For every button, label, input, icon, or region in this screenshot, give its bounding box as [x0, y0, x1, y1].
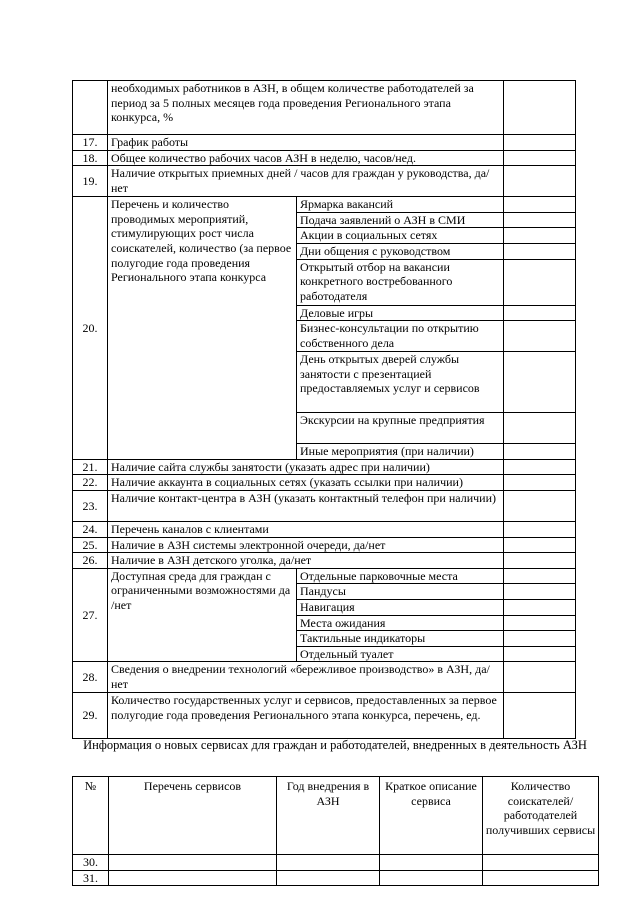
value-cell[interactable] — [504, 631, 576, 647]
table-row — [73, 870, 599, 886]
row-text: Наличие сайта службы занятости (указать адрес при наличии) — [108, 459, 504, 475]
table-row — [73, 537, 576, 553]
row-text: Наличие открытых приемных дней / часов для граждан у руководства, да/нет — [108, 166, 504, 197]
sub-item: Тактильные индикаторы — [297, 631, 504, 647]
row-number: 23. — [73, 490, 108, 521]
sub-item: Места ожидания — [297, 615, 504, 631]
value-cell[interactable] — [504, 166, 576, 197]
value-cell[interactable] — [504, 413, 576, 444]
sub-item: Отдельные парковочные места — [297, 568, 504, 584]
row-number: 27. — [73, 568, 108, 662]
row-number: 22. — [73, 475, 108, 491]
row-number: 25. — [73, 537, 108, 553]
table-row — [73, 150, 576, 166]
row-text: Перечень и количество проводимых мероприятий, стимулирующих рост числа соискателей, количество (за первое полугодие года проведения Регионального этапа конкурса — [108, 197, 297, 460]
value-cell[interactable] — [483, 870, 599, 886]
value-cell[interactable] — [504, 321, 576, 352]
table-row — [73, 490, 576, 521]
row-text: Количество государственных услуг и сервисов, предоставленных за первое полугодие года проведения Регионального этапа конкурса, перечень, ед. — [108, 693, 504, 739]
value-cell[interactable] — [504, 521, 576, 537]
value-cell[interactable] — [504, 568, 576, 584]
value-cell[interactable] — [504, 197, 576, 213]
table-row — [73, 662, 576, 693]
value-cell[interactable] — [504, 584, 576, 600]
table-row — [73, 553, 576, 569]
sub-item: Экскурсии на крупные предприятия — [297, 413, 504, 444]
sub-item: Навигация — [297, 599, 504, 615]
sub-item: Деловые игры — [297, 305, 504, 321]
value-cell[interactable] — [504, 490, 576, 521]
row-number: 31. — [73, 870, 109, 886]
row-text: необходимых работников в АЗН, в общем количестве работодателей за период за 5 полных месяцев года проведения Регионального этапа конкурса, % — [108, 81, 504, 135]
row-number: 20. — [73, 197, 108, 460]
value-cell[interactable] — [504, 615, 576, 631]
sub-item: Ярмарка вакансий — [297, 197, 504, 213]
table-row — [73, 459, 576, 475]
services-caption: Информация о новых сервисах для граждан и работодателей, внедренных в деятельность АЗН — [83, 738, 587, 752]
value-cell[interactable] — [504, 444, 576, 460]
table-row — [73, 521, 576, 537]
value-cell[interactable] — [504, 475, 576, 491]
value-cell[interactable] — [504, 243, 576, 259]
sub-item: Открытый отбор на вакансии конкретного востребованного работодателя — [297, 259, 504, 305]
row-text: Перечень каналов с клиентами — [108, 521, 504, 537]
column-header: Краткое описание сервиса — [380, 777, 483, 855]
value-cell[interactable] — [109, 855, 277, 871]
value-cell[interactable] — [504, 150, 576, 166]
row-number: 28. — [73, 662, 108, 693]
column-header: Количество соискателей/ работодателей получивших сервисы — [483, 777, 599, 855]
row-number: 18. — [73, 150, 108, 166]
sub-item: День открытых дверей службы занятости с презентацией предоставляемых услуг и сервисов — [297, 352, 504, 413]
row-number: 30. — [73, 855, 109, 871]
sub-item: Отдельный туалет — [297, 646, 504, 662]
column-header: № — [73, 777, 109, 855]
row-text: Наличие в АЗН детского уголка, да/нет — [108, 553, 504, 569]
row-number: 17. — [73, 135, 108, 151]
table-row — [73, 135, 576, 151]
row-number: 19. — [73, 166, 108, 197]
value-cell[interactable] — [380, 870, 483, 886]
row-text: Наличие аккаунта в социальных сетях (указать ссылки при наличии) — [108, 475, 504, 491]
value-cell[interactable] — [504, 305, 576, 321]
sub-item: Пандусы — [297, 584, 504, 600]
table-row — [73, 81, 576, 135]
row-text: График работы — [108, 135, 504, 151]
sub-item: Акции в социальных сетях — [297, 228, 504, 244]
table-row — [73, 166, 576, 197]
value-cell[interactable] — [504, 259, 576, 305]
value-cell[interactable] — [504, 646, 576, 662]
value-cell[interactable] — [504, 352, 576, 413]
row-number: 24. — [73, 521, 108, 537]
value-cell[interactable] — [504, 553, 576, 569]
sub-item: Подача заявлений о АЗН в СМИ — [297, 212, 504, 228]
value-cell[interactable] — [277, 855, 380, 871]
table-row — [73, 568, 576, 584]
row-text: Наличие в АЗН системы электронной очереди, да/нет — [108, 537, 504, 553]
row-text: Общее количество рабочих часов АЗН в неделю, часов/нед. — [108, 150, 504, 166]
column-header: Перечень сервисов — [109, 777, 277, 855]
row-number: 26. — [73, 553, 108, 569]
services-table — [72, 776, 599, 886]
table-row — [73, 475, 576, 491]
value-cell[interactable] — [109, 870, 277, 886]
column-header: Год внедрения в АЗН — [277, 777, 380, 855]
value-cell[interactable] — [277, 870, 380, 886]
row-text: Сведения о внедрении технологий «бережливое производство» в АЗН, да/нет — [108, 662, 504, 693]
sub-item: Иные мероприятия (при наличии) — [297, 444, 504, 460]
value-cell[interactable] — [504, 599, 576, 615]
table-row — [73, 855, 599, 871]
value-cell[interactable] — [504, 693, 576, 739]
value-cell[interactable] — [380, 855, 483, 871]
value-cell[interactable] — [504, 81, 576, 135]
row-number: 29. — [73, 693, 108, 739]
value-cell[interactable] — [483, 855, 599, 871]
row-number: 21. — [73, 459, 108, 475]
value-cell[interactable] — [504, 135, 576, 151]
row-text: Наличие контакт-центра в АЗН (указать контактный телефон при наличии) — [108, 490, 504, 521]
value-cell[interactable] — [504, 537, 576, 553]
row-number-cell — [73, 81, 108, 135]
table-row — [73, 197, 576, 213]
value-cell[interactable] — [504, 212, 576, 228]
sub-item: Бизнес-консультации по открытию собственного дела — [297, 321, 504, 352]
value-cell[interactable] — [504, 228, 576, 244]
row-text: Доступная среда для граждан с ограниченными возможностями да /нет — [108, 568, 297, 662]
table-row — [73, 693, 576, 739]
value-cell[interactable] — [504, 662, 576, 693]
value-cell[interactable] — [504, 459, 576, 475]
table-header-row — [73, 777, 599, 855]
sub-item: Дни общения с руководством — [297, 243, 504, 259]
indicators-table — [72, 80, 576, 739]
